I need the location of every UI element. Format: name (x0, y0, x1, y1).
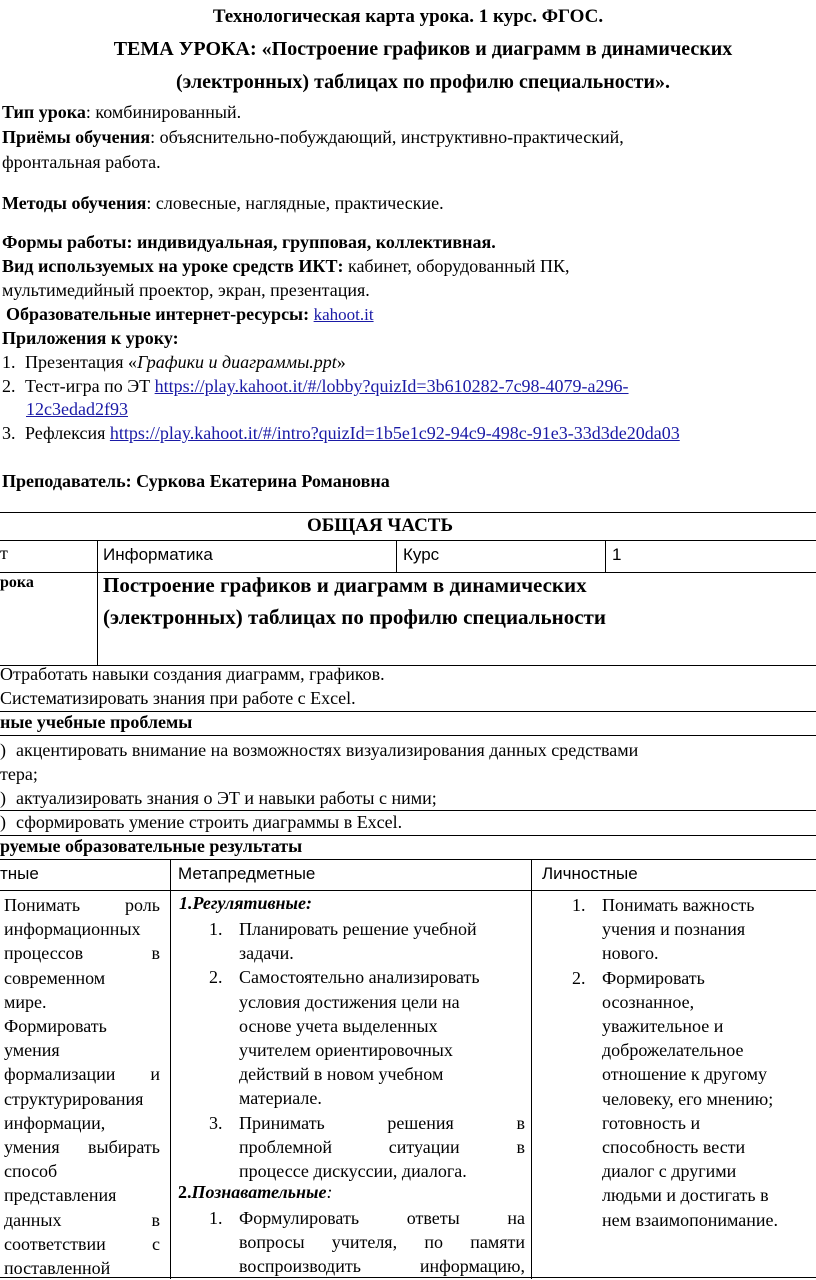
list-item-line (568, 893, 813, 917)
problems-heading: ные учебные проблемы (0, 712, 193, 732)
list-text: уважительное и (602, 1016, 724, 1037)
list-text: способность вести (602, 1137, 746, 1158)
kahoot-link[interactable]: kahoot.it (313, 305, 374, 324)
reflection-quiz-link[interactable]: https://play.kahoot.it/#/intro?quizId=1b5e1c92-94c9-498c-91e3-33d3de20da03 (109, 423, 680, 443)
subject-result-line: способ (4, 1161, 58, 1182)
list-item-line (205, 1062, 525, 1086)
list-text: осознанное, (602, 991, 695, 1012)
col-divider (97, 540, 98, 666)
list-item-line (568, 1135, 813, 1159)
subject-results (4, 893, 160, 1280)
goal-item: Отработать навыки создания диаграмм, графиков. (0, 664, 385, 684)
cognitive-list (205, 1206, 525, 1279)
list-item-line (205, 1135, 525, 1159)
course-value: 1 (612, 545, 622, 564)
row-divider (0, 890, 816, 891)
subject-result-line: формализации и (4, 1064, 160, 1085)
list-text: воспроизводить информацию, (239, 1256, 525, 1277)
list-item-line (205, 1111, 525, 1135)
lesson-type: Тип урока: комбинированный. (2, 102, 242, 122)
table-border-top (0, 512, 816, 513)
subject-value: Информатика (103, 545, 213, 564)
list-text: условия достижения цели на (239, 991, 460, 1012)
lesson-topic-label: рока (0, 574, 34, 591)
list-number: 1. (209, 1208, 223, 1228)
col-divider (605, 540, 606, 572)
list-item-line (568, 1087, 813, 1111)
list-number: 2. (209, 967, 223, 988)
list-text: человеку, его мнению; (602, 1088, 774, 1109)
list-text: действий в новом учебном (239, 1064, 444, 1085)
lesson-topic-line-2: (электронных) таблицах по профилю специальности (103, 605, 606, 629)
list-number: 3. (209, 1112, 223, 1133)
list-text: вопросы учителя, по памяти (239, 1232, 525, 1253)
list-item-line (568, 1183, 813, 1207)
list-text: готовность и (602, 1112, 701, 1133)
list-item-line (205, 1159, 525, 1183)
subject-label: т (0, 543, 8, 563)
list-item-line (205, 1230, 525, 1254)
list-item-line (205, 1086, 525, 1110)
list-text: отношение к другому (602, 1064, 768, 1085)
list-text: основе учета выделенных (239, 1015, 438, 1036)
subject-result-line: соответствии с (4, 1233, 160, 1254)
subject-result-line: структурирования (4, 1088, 144, 1109)
list-item-line (568, 1208, 813, 1232)
list-text: Формировать (602, 967, 705, 988)
list-item-line (205, 1206, 525, 1230)
general-heading: ОБЩАЯ ЧАСТЬ (306, 515, 454, 536)
subject-result-line: поставленной (4, 1258, 111, 1279)
row-divider (0, 540, 816, 541)
list-item-line (568, 1062, 813, 1086)
subject-result-line: процессов в (4, 943, 160, 964)
techniques: Приёмы обучения: объяснительно-побуждающий, инструктивно-практический, (2, 127, 624, 147)
list-item-line (205, 1038, 525, 1062)
quiz-lobby-link[interactable]: https://play.kahoot.it/#/lobby?quizId=3b610282-7c98-4079-a296- (154, 376, 629, 396)
list-item-line (205, 990, 525, 1014)
list-item-line (568, 990, 813, 1014)
list-text: проблемной ситуации в (239, 1136, 525, 1157)
list-number: 2. (572, 967, 586, 988)
topic-line-1: ТЕМА УРОКА: «Построение графиков и диаграмм в динамических (113, 38, 733, 60)
col-divider (170, 859, 171, 1279)
problem-item: ) акцентировать внимание на возможностях визуализирования данных средствами (0, 740, 639, 760)
list-item-line (568, 966, 813, 990)
list-text: учителем ориентировочных (239, 1040, 453, 1061)
subject-result-line: умения (4, 1040, 60, 1061)
row-divider (0, 859, 816, 860)
doc-title: Технологическая карта урока. 1 курс. ФГОС. (212, 6, 604, 27)
appendix-item-1: 1. Презентация «Графики и диаграммы.ppt» (2, 352, 346, 372)
col-personal-header: Личностные (542, 864, 638, 883)
list-number: 1. (209, 919, 223, 939)
list-item-line (205, 1254, 525, 1278)
quiz-lobby-link-cont[interactable]: 12c3edad2f93 (26, 399, 128, 419)
appendix-item-2: 2. Тест-игра по ЭТ https://play.kahoot.it/#/lobby?quizId=3b610282-7c98-4079-a296- (2, 376, 629, 396)
list-item-line (568, 917, 813, 941)
subject-result-line: Понимать роль (4, 895, 160, 915)
list-text: нового. (602, 943, 659, 964)
list-item-line (568, 1038, 813, 1062)
list-text: процессе дискуссии, диалога. (239, 1161, 467, 1182)
list-number: 1. (572, 895, 586, 915)
cognitive-heading: 2.Познавательные: (178, 1182, 333, 1202)
subject-result-line: представления (4, 1185, 117, 1206)
list-text: людьми и достигать в (602, 1185, 769, 1206)
list-text: нем взаимопонимание. (602, 1209, 779, 1230)
col-divider (396, 540, 397, 572)
subject-result-line: современном (4, 967, 106, 988)
problem-item: ) актуализировать знания о ЭТ и навыки работы с ними; (0, 788, 437, 808)
list-text: учения и познания (602, 919, 746, 940)
col-meta-header: Метапредметные (178, 864, 316, 883)
col-subject-header: тные (0, 864, 39, 883)
ict-tools-cont: мультимедийный проектор, экран, презентация. (2, 280, 370, 300)
subject-result-line: Формировать (4, 1016, 107, 1037)
list-item-line (568, 1014, 813, 1038)
appendix-heading: Приложения к уроку: (2, 328, 179, 348)
internet-resources: Образовательные интернет-ресурсы: kahoot.it (6, 304, 374, 324)
subject-result-line: информации, (4, 1112, 106, 1133)
techniques-cont: фронтальная работа. (2, 152, 161, 172)
personal-results (568, 893, 813, 1232)
results-heading: руемые образовательные результаты (0, 836, 303, 856)
regulative-list (205, 917, 525, 1183)
list-text: материале. (239, 1088, 322, 1109)
lesson-topic-line-1: Построение графиков и диаграмм в динамических (103, 573, 587, 597)
problem-item: ) сформировать умение строить диаграммы в Excel. (0, 812, 403, 832)
subject-result-line: умения выбирать (4, 1137, 160, 1158)
problem-item-cont: тера; (0, 764, 38, 784)
subject-result-line: мире. (4, 991, 47, 1012)
list-text: Понимать важность (602, 895, 755, 915)
list-item-line (568, 941, 813, 965)
row-divider (0, 810, 816, 811)
list-item-line (205, 965, 525, 989)
list-text: доброжелательное (602, 1040, 744, 1061)
list-text: Планировать решение учебной (239, 919, 477, 939)
subject-result-line: данных в (4, 1209, 160, 1230)
list-item-line (568, 1111, 813, 1135)
teacher-name: Преподаватель: Суркова Екатерина Романовна (2, 471, 390, 491)
list-item-line (205, 1014, 525, 1038)
work-forms: Формы работы: индивидуальная, групповая, коллективная. (2, 232, 496, 252)
list-item-line (568, 1159, 813, 1183)
list-text: Самостоятельно анализировать (239, 967, 480, 988)
list-text: Формулировать ответы на (239, 1208, 525, 1228)
list-text: Принимать решения в (239, 1112, 525, 1133)
subject-result-line: информационных (4, 919, 141, 940)
list-text: диалог с другими (602, 1161, 737, 1182)
ict-tools: Вид используемых на уроке средств ИКТ: кабинет, оборудованный ПК, (2, 256, 570, 276)
methods: Методы обучения: словесные, наглядные, практические. (2, 193, 444, 213)
row-divider (0, 735, 816, 736)
appendix-item-3: 3. Рефлексия https://play.kahoot.it/#/intro?quizId=1b5e1c92-94c9-498c-91e3-33d3de20da03 (2, 423, 680, 443)
list-item-line (205, 941, 525, 965)
list-text: задачи. (239, 943, 294, 964)
list-item-line (205, 917, 525, 941)
col-divider (531, 859, 532, 1279)
regulative-heading: 1.Регулятивные: (179, 893, 313, 913)
topic-line-2: (электронных) таблицах по профилю специальности». (176, 71, 670, 93)
course-label: Курс (403, 545, 440, 564)
goal-item: Систематизировать знания при работе с Excel. (0, 688, 356, 708)
